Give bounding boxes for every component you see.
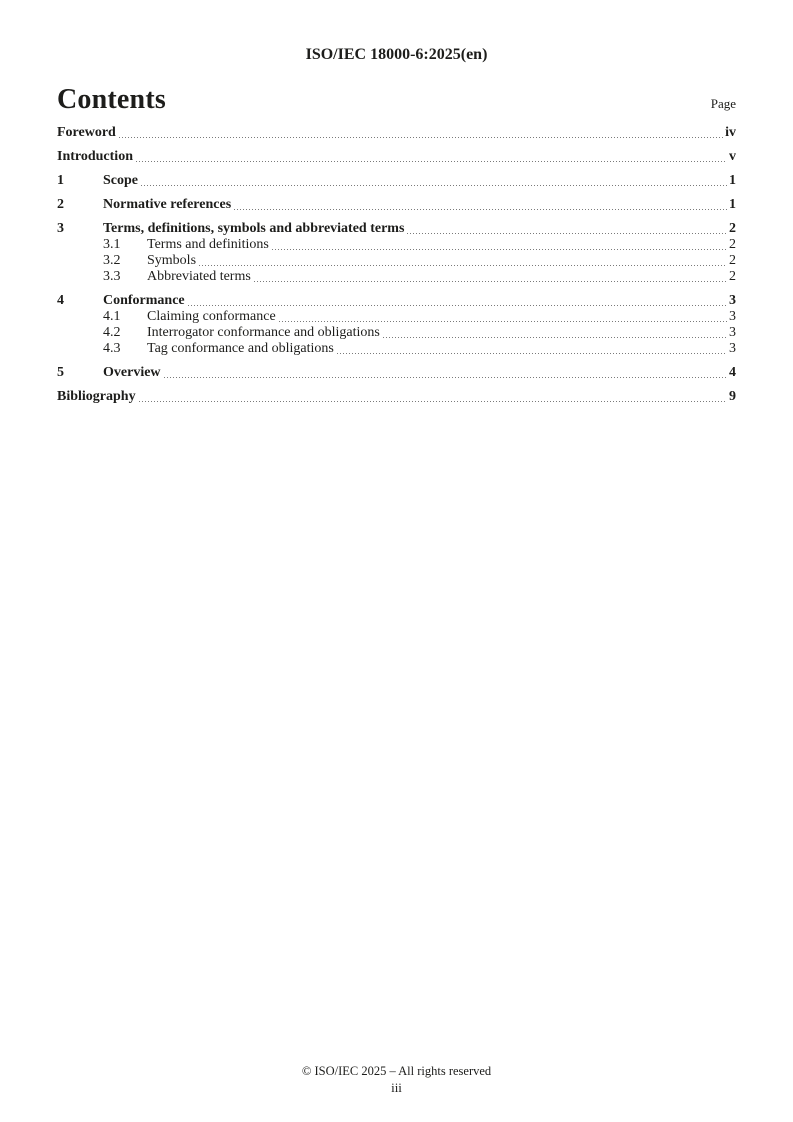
toc-leader-dots	[279, 321, 727, 322]
toc-leader-dots	[139, 401, 727, 402]
page-column-label: Page	[710, 96, 736, 111]
toc-list	[57, 125, 736, 405]
toc-entry-label: Overview	[103, 365, 161, 380]
toc-entry-page: 2	[729, 269, 736, 284]
toc-entry-label: Scope	[103, 173, 138, 188]
toc-entry-page: 2	[729, 237, 736, 252]
toc-entry-page: 1	[729, 197, 736, 212]
toc-entry-label: Abbreviated terms	[147, 269, 251, 284]
toc-entry-label: Normative references	[103, 197, 232, 212]
toc-leader-dots	[383, 337, 727, 338]
toc-leader-dots	[119, 137, 723, 138]
toc-entry[interactable]	[57, 149, 736, 165]
page-footer	[0, 1063, 793, 1097]
toc-entry[interactable]	[57, 125, 736, 141]
toc-leader-dots	[407, 233, 727, 234]
toc-entry-label: Conformance	[103, 293, 185, 308]
toc-entry-number: 4	[57, 293, 64, 308]
toc-leader-dots	[136, 161, 727, 162]
contents-title-row	[57, 83, 736, 117]
toc-leader-dots	[164, 377, 727, 378]
toc-entry-number: 3.1	[103, 237, 121, 252]
toc-leader-dots	[272, 249, 727, 250]
toc-entry-page: iv	[725, 125, 736, 140]
toc-leader-dots	[141, 185, 727, 186]
toc-entry-label: Terms, definitions, symbols and abbreviated terms	[103, 221, 405, 236]
toc-leader-dots	[254, 281, 727, 282]
toc-entry[interactable]	[57, 325, 736, 341]
toc-entry-number: 3.3	[103, 269, 121, 284]
toc-entry-page: 4	[729, 365, 736, 380]
toc-entry-page: v	[729, 149, 736, 164]
toc-entry-label: Tag conformance and obligations	[147, 341, 334, 356]
toc-entry-label: Claiming conformance	[147, 309, 276, 324]
toc-entry-number: 3.2	[103, 253, 121, 268]
toc-entry[interactable]	[57, 253, 736, 269]
toc-entry-number: 2	[57, 197, 64, 212]
toc-entry-page: 3	[729, 293, 736, 308]
toc-entry[interactable]	[57, 269, 736, 285]
toc-entry-label: Symbols	[147, 253, 197, 268]
contents-heading: Contents	[57, 84, 166, 115]
toc-entry-page: 2	[729, 253, 736, 268]
toc-entry-number: 5	[57, 365, 64, 380]
toc-entry-number: 4.1	[103, 309, 121, 324]
document-reference-header: ISO/IEC 18000-6:2025(en)	[305, 46, 488, 63]
toc-entry-page: 3	[729, 309, 736, 324]
toc-entry-number: 1	[57, 173, 64, 188]
toc-entry[interactable]	[57, 365, 736, 381]
toc-entry-number: 4.2	[103, 325, 121, 340]
toc-leader-dots	[337, 353, 727, 354]
toc-entry-page: 1	[729, 173, 736, 188]
toc-leader-dots	[188, 305, 727, 306]
toc-entry-label: Bibliography	[57, 389, 136, 404]
toc-entry-page: 3	[729, 341, 736, 356]
toc-entry[interactable]	[57, 341, 736, 357]
toc-entry[interactable]	[57, 221, 736, 237]
toc-entry[interactable]	[57, 237, 736, 253]
toc-entry-number: 3	[57, 221, 64, 236]
toc-entry-page: 9	[729, 389, 736, 404]
toc-entry[interactable]	[57, 173, 736, 189]
toc-entry-number: 4.3	[103, 341, 121, 356]
toc-entry-page: 3	[729, 325, 736, 340]
toc-entry-label: Interrogator conformance and obligations	[147, 325, 380, 340]
toc-entry[interactable]	[57, 293, 736, 309]
toc-leader-dots	[234, 209, 727, 210]
toc-entry-label: Introduction	[57, 149, 133, 164]
page-number: iii	[391, 1080, 402, 1095]
toc-entry-page: 2	[729, 221, 736, 236]
toc-entry-label: Foreword	[57, 125, 116, 140]
toc-leader-dots	[199, 265, 727, 266]
toc-entry-label: Terms and definitions	[147, 237, 269, 252]
copyright-notice: © ISO/IEC 2025 – All rights reserved	[301, 1064, 492, 1078]
toc-entry[interactable]	[57, 389, 736, 405]
toc-entry[interactable]	[57, 309, 736, 325]
toc-entry[interactable]	[57, 197, 736, 213]
